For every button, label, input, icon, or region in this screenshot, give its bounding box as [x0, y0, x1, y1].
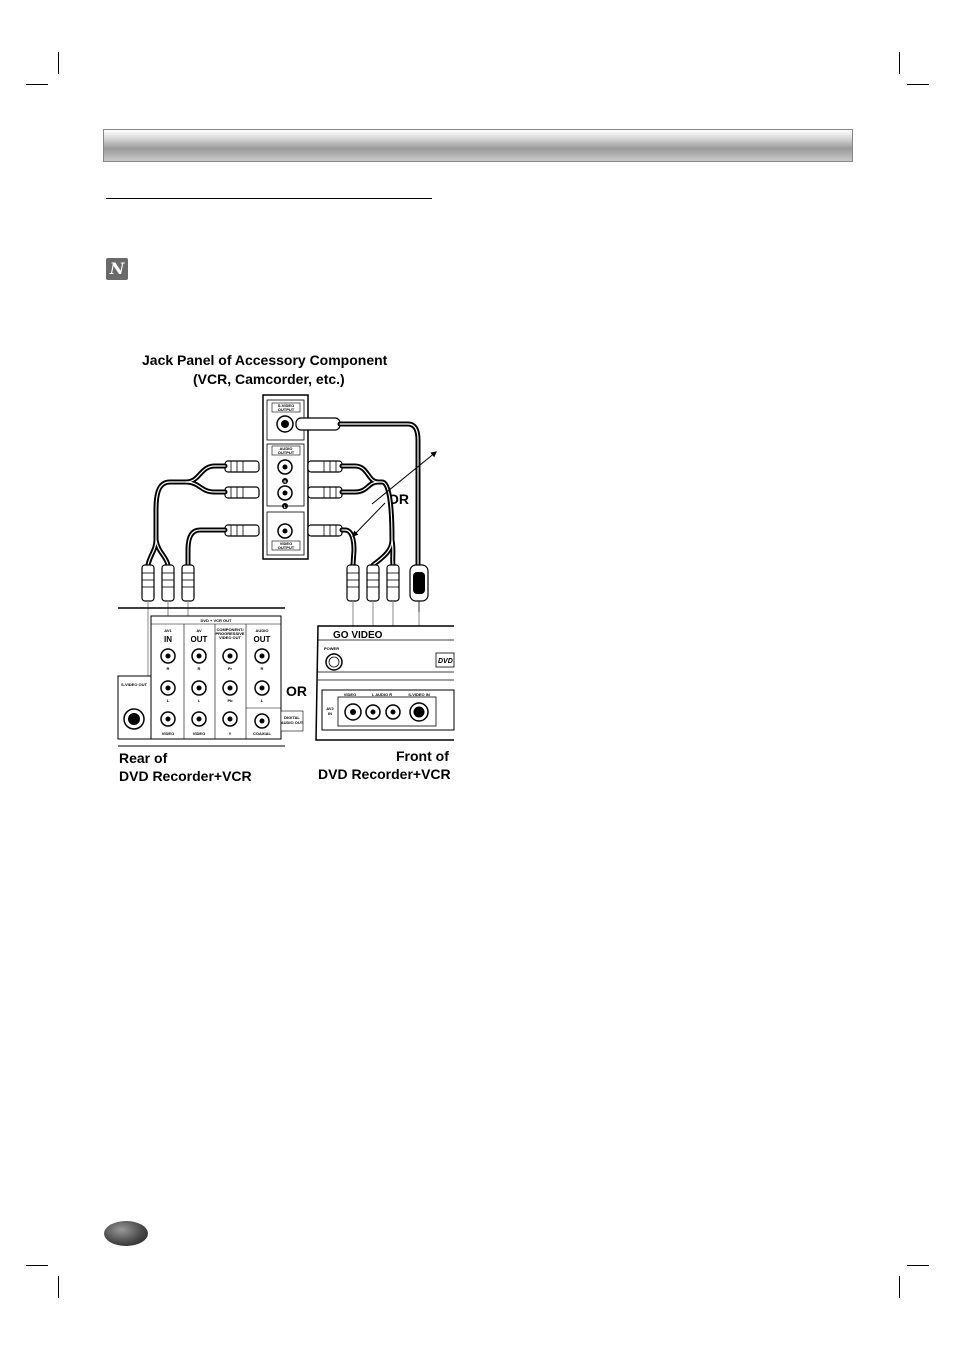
svg-text:Y: Y: [228, 731, 232, 736]
svg-text:VIDEO: VIDEO: [161, 731, 175, 736]
or-label-top: OR: [388, 491, 409, 507]
svg-text:R: R: [166, 666, 170, 671]
svg-text:VIDEO: VIDEO: [343, 692, 357, 697]
svg-text:COAXIAL: COAXIAL: [253, 731, 271, 736]
svg-text:DIGITAL: DIGITAL: [284, 715, 300, 720]
svg-text:Pr: Pr: [227, 666, 233, 671]
svg-text:AV1: AV1: [164, 628, 172, 633]
svg-text:OUT: OUT: [253, 635, 271, 644]
svg-text:R: R: [283, 479, 287, 484]
panel-video-label: VIDEO: [279, 541, 293, 546]
svg-text:R: R: [197, 666, 201, 671]
svg-text:L: L: [166, 698, 170, 703]
svg-text:Pb: Pb: [227, 698, 233, 703]
front-panel: [316, 626, 454, 740]
svg-text:R: R: [260, 666, 264, 671]
rear-panel: [118, 608, 304, 746]
panel-s-video-label: S-VIDEO: [277, 403, 295, 408]
diagram-caption-line2: (VCR, Camcorder, etc.): [193, 371, 345, 387]
svg-text:OUT: OUT: [190, 635, 208, 644]
rear-label-line2: DVD Recorder+VCR: [119, 768, 252, 784]
svg-text:L: L: [260, 698, 264, 703]
svg-text:VIDEO: VIDEO: [192, 731, 206, 736]
svg-text:AV2: AV2: [326, 706, 334, 711]
svg-text:POWER: POWER: [324, 646, 340, 651]
diagram-caption-line1: Jack Panel of Accessory Component: [142, 352, 388, 368]
front-label-line2: DVD Recorder+VCR: [318, 766, 451, 782]
svg-text:AUDIO: AUDIO: [255, 628, 269, 633]
front-brand-label: GO VIDEO: [333, 630, 383, 641]
svg-text:AV: AV: [196, 628, 202, 633]
front-label-line1: Front of: [396, 748, 449, 764]
svg-text:IN: IN: [328, 711, 332, 716]
or-label-middle: OR: [286, 683, 307, 699]
rear-label-line1: Rear of: [119, 750, 168, 766]
page-number-badge: [104, 1221, 148, 1246]
svg-text:S-VIDEO IN: S-VIDEO IN: [408, 692, 430, 697]
svg-text:L: L: [197, 698, 201, 703]
svg-text:L AUDIO R: L AUDIO R: [371, 692, 393, 697]
svg-text:OUTPUT: OUTPUT: [277, 545, 295, 550]
svg-text:OUTPUT: OUTPUT: [277, 407, 295, 412]
svg-text:VIDEO OUT: VIDEO OUT: [218, 635, 242, 640]
svg-text:DVD: DVD: [438, 658, 453, 665]
svg-text:COMPONENT/: COMPONENT/: [216, 627, 244, 632]
panel-audio-label: AUDIO: [279, 446, 293, 451]
svg-text:L: L: [283, 504, 287, 509]
rear-header-label: DVD + VCR OUT: [200, 618, 232, 623]
svg-text:OUTPUT: OUTPUT: [277, 450, 295, 455]
svg-text:AUDIO OUT: AUDIO OUT: [280, 720, 304, 725]
svg-text:IN: IN: [164, 635, 172, 644]
note-icon: N: [106, 258, 128, 280]
rear-s-video-out-label: S-VIDEO OUT: [120, 682, 148, 687]
svg-text:PROGRESSIVE: PROGRESSIVE: [215, 631, 245, 636]
